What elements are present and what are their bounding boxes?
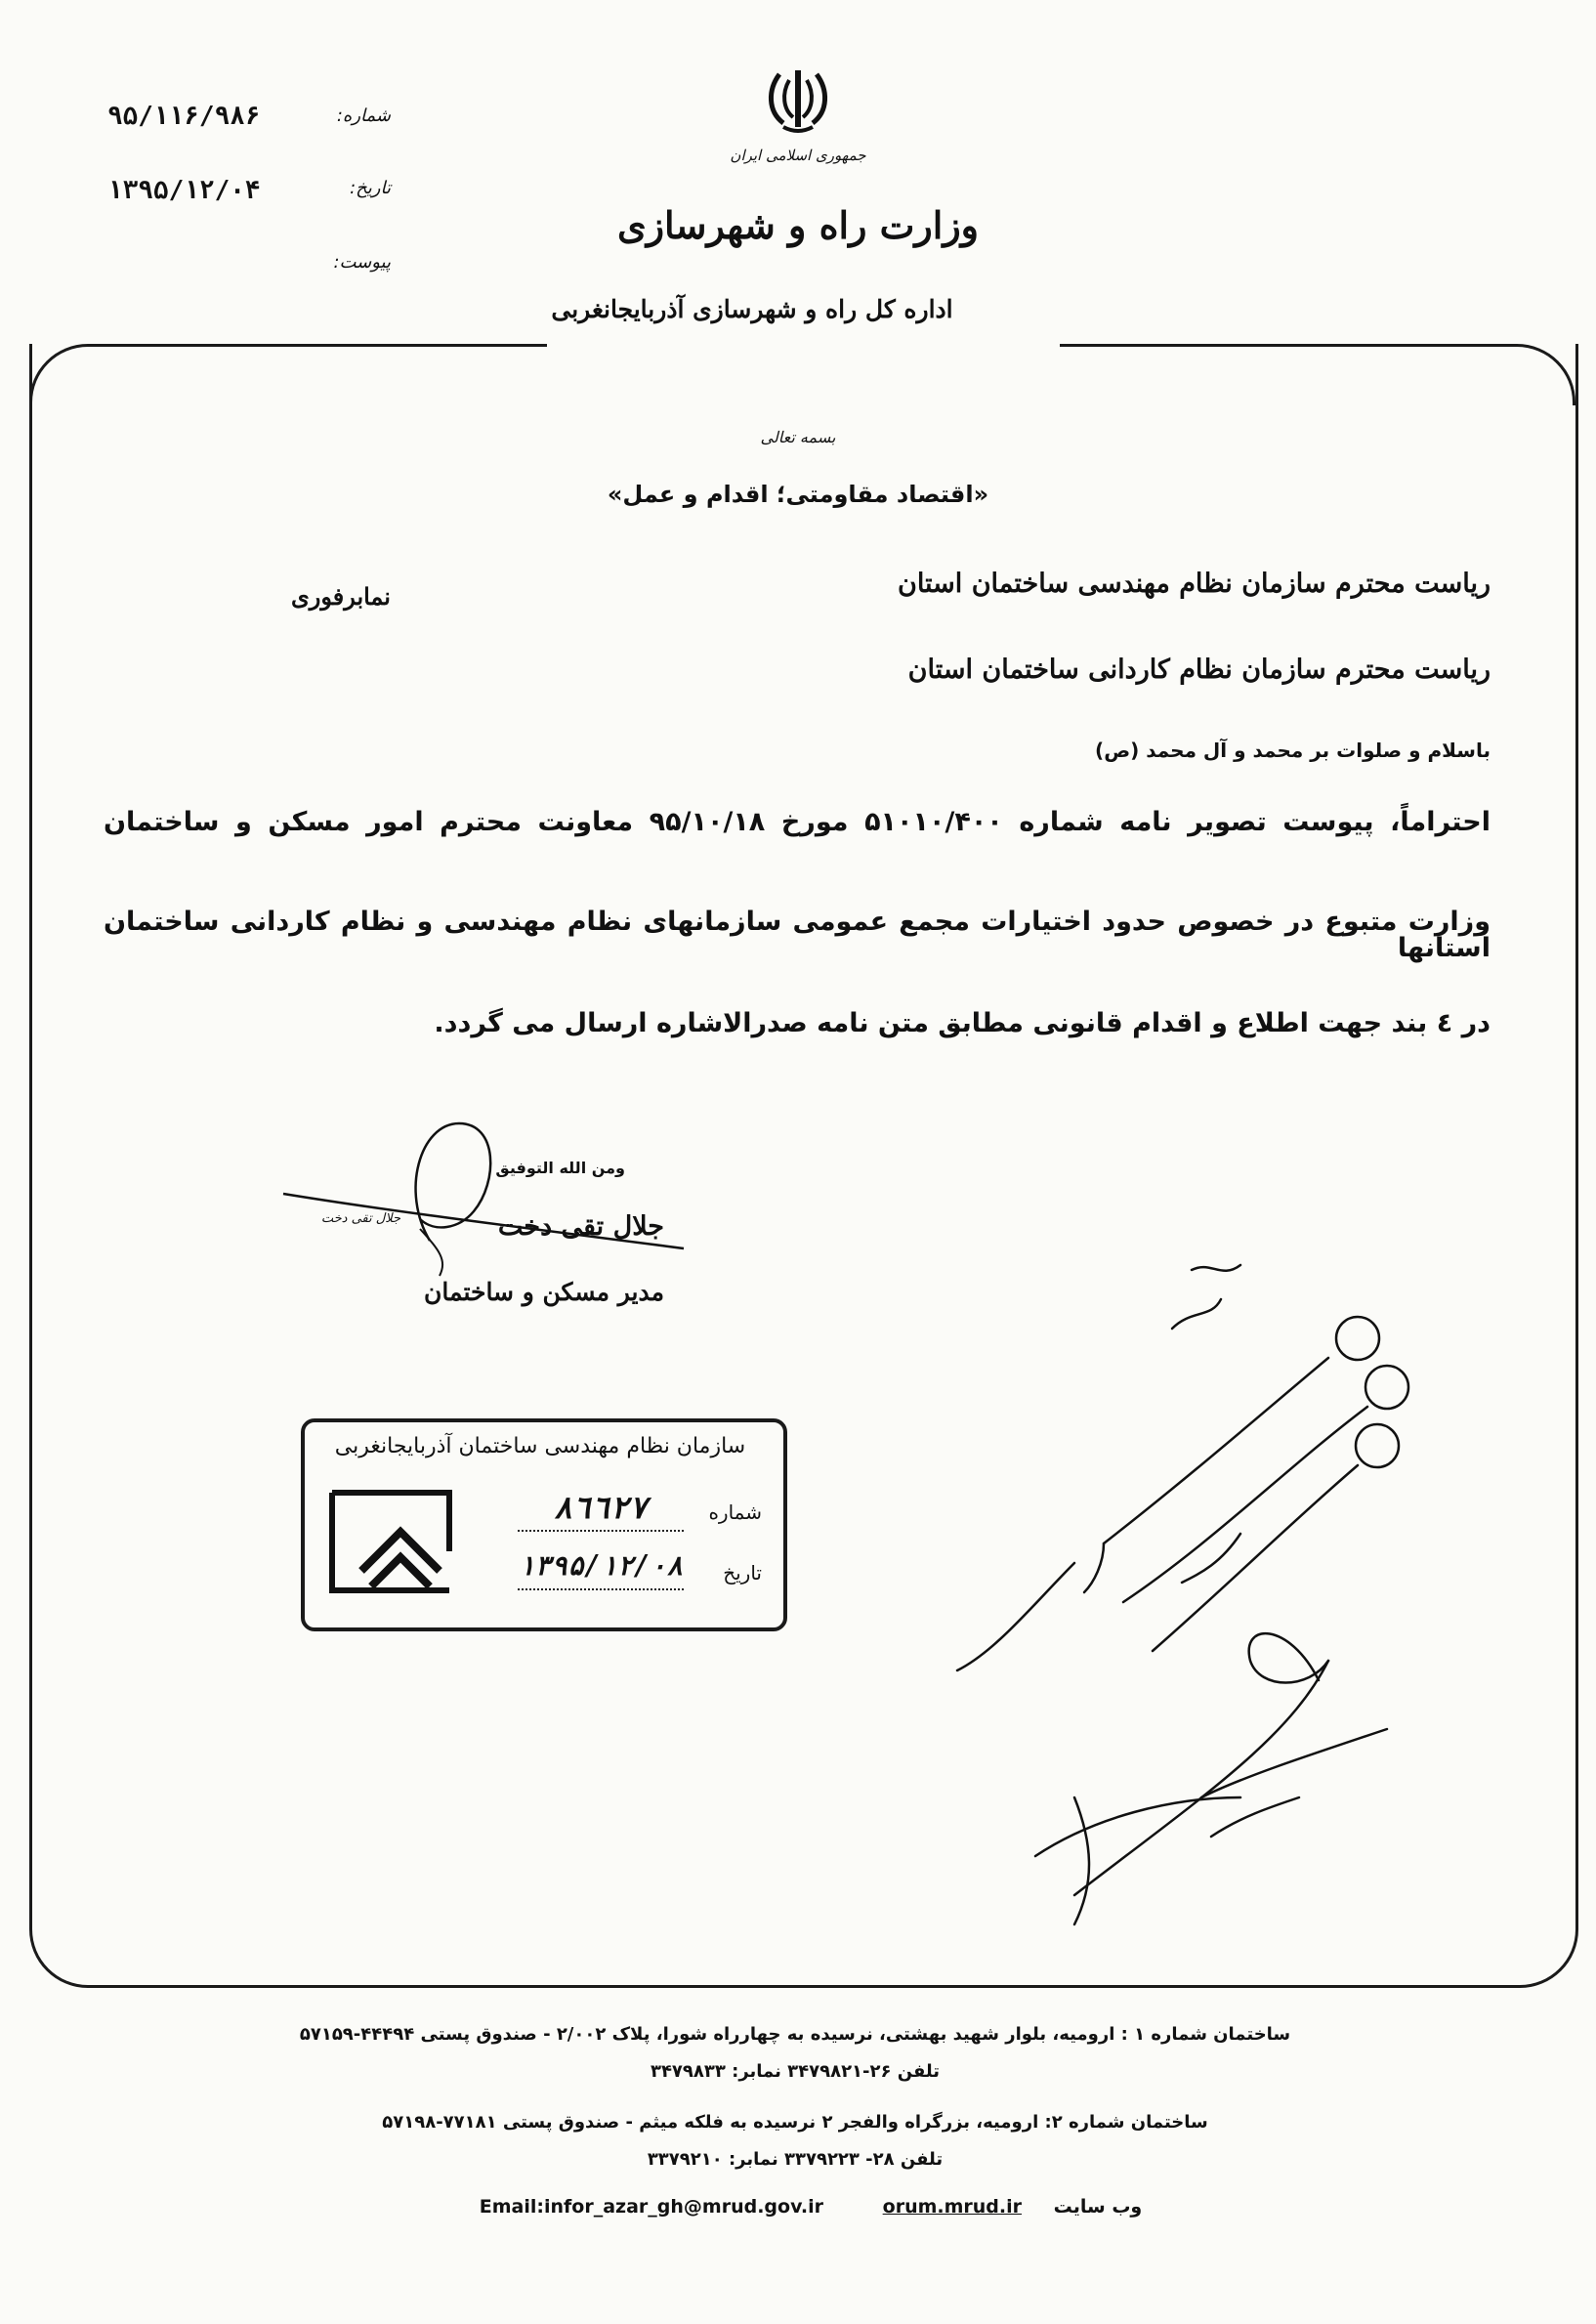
fax-note: نمابرفوری (290, 582, 391, 611)
signer-title: مدیر مسکن و ساختمان (424, 1278, 664, 1306)
attachment-label: پیوست: (333, 252, 391, 273)
footer-phone-2: تلفن ۲۸- ۳۳۷۹۲۲۳ نمابر: ۳۳۷۹۲۱۰ (647, 2149, 944, 2170)
addressee-2: ریاست محترم سازمان نظام کاردانی ساختمان استان (907, 655, 1491, 685)
footer-web-line (469, 2196, 1153, 2218)
number-label: شماره: (336, 106, 391, 126)
addressee-1: ریاست محترم سازمان نظام مهندسی ساختمان استان (897, 569, 1491, 599)
frame-top-line-left (88, 344, 547, 347)
stamp-org: سازمان نظام مهندسی ساختمان آذربایجانغربی (334, 1434, 746, 1458)
bismillah: بسمه تعالی (760, 428, 836, 446)
office-title: اداره کل راه و شهرسازی آذربایجانغربی (551, 295, 953, 323)
org-logo-icon (322, 1473, 459, 1610)
iran-emblem-icon (760, 61, 836, 137)
stamp-number-dots (518, 1530, 684, 1532)
republic-label: جمهوری اسلامی ایران (730, 147, 866, 164)
handwritten-annotation-icon (781, 1250, 1446, 1934)
body-paragraph-3: در ٤ بند جهت اطلاع و اقدام قانونی مطابق متن نامه صدرالاشاره ارسال می گردد. (434, 1008, 1491, 1038)
stamp-number-label: شماره (708, 1500, 762, 1524)
website-label: وب سایت (1053, 2196, 1143, 2218)
body-paragraph-2: وزارت متبوع در خصوص حدود اختیارات مجمع عمومی سازمانهای نظام مهندسی و نظام کاردانی ساختمان استانها (104, 907, 1491, 963)
signer-name: جلال تقی دخت (497, 1211, 664, 1242)
letter-number: ۹۵/۱۱۶/۹۸۶ (107, 102, 261, 131)
footer-address-1: ساختمان شماره ۱ : ارومیه، بلوار شهید بهشتی، نرسیده به چهارراه شورا، پلاک ۲/۰۰۲ - صندوق پستی ۴۴۴۹۴-۵۷۱۵۹ (299, 2024, 1291, 2045)
stamp-number: ۸٦٦۲۷ (553, 1489, 649, 1526)
footer-phone-1: تلفن ۲۶-۳۴۷۹۸۲۱ نمابر: ۳۴۷۹۸۳۳ (650, 2061, 941, 2082)
ministry-title: وزارت راه و شهرسازی (616, 203, 980, 247)
footer-address-2: ساختمان شماره ۲: ارومیه، بزرگراه والفجر ۲ نرسیده به فلکه میثم - صندوق پستی ۷۷۱۸۱-۵۷۱۹۸ (382, 2112, 1208, 2133)
closing-phrase: ومن الله التوفیق (495, 1159, 625, 1177)
date-label: تاریخ: (350, 178, 391, 198)
greeting: باسلام و صلوات بر محمد و آل محمد (ص) (1095, 739, 1491, 762)
website-link[interactable]: orum.mrud.ir (882, 2196, 1023, 2218)
stamp-date-dots (518, 1588, 684, 1590)
stamp-date-label: تاریخ (723, 1561, 762, 1585)
stamp-date: ۱۳۹۵/۱۲/۰۸ (518, 1549, 684, 1582)
frame-top-line-right (1060, 344, 1514, 347)
letter-date: ۱۳۹۵/۱۲/۰۴ (107, 176, 261, 205)
email-link[interactable]: Email:infor_azar_gh@mrud.gov.ir (479, 2196, 824, 2218)
slogan: «اقتصاد مقاومتی؛ اقدام و عمل» (607, 481, 989, 508)
signer-name-small: جلال تقی دخت (320, 1211, 400, 1226)
signature-scribble-icon (273, 1104, 742, 1299)
body-paragraph-1: احتراماً، پیوست تصویر نامه شماره ۵۱۰۱۰/۴۰۰ مورخ ۹۵/۱۰/۱۸ معاونت محترم امور مسکن و ساختمان (104, 807, 1491, 837)
